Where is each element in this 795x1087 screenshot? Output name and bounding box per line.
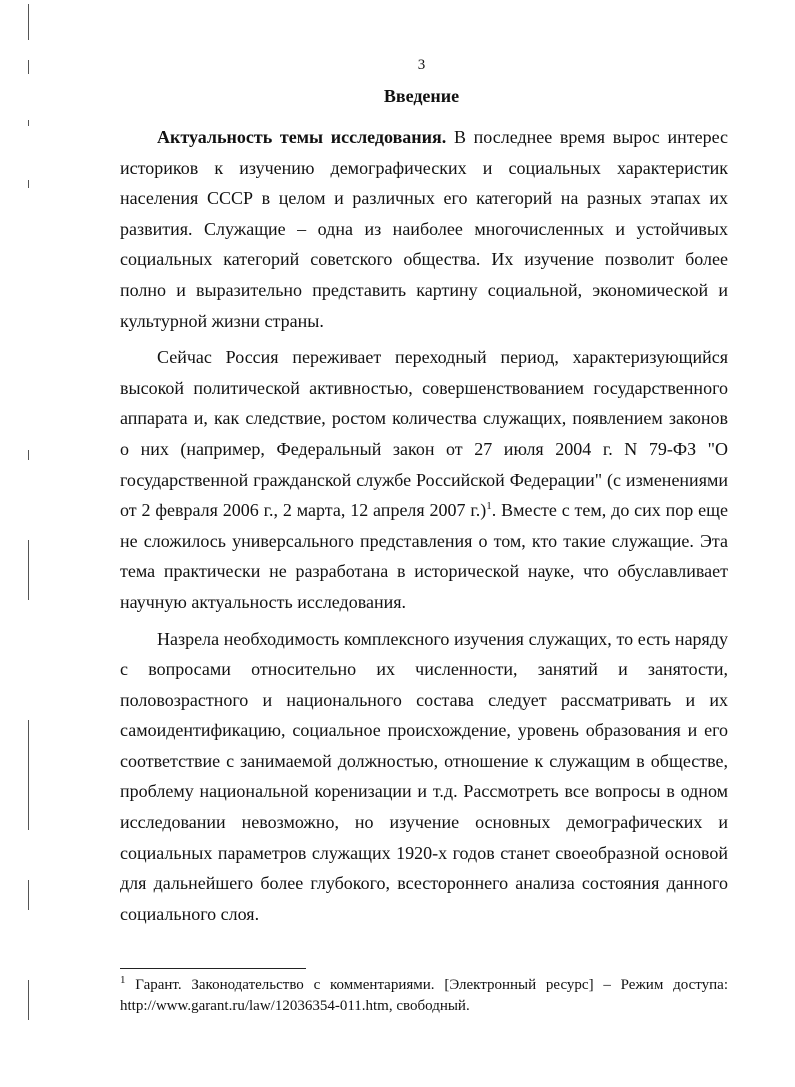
footnote-reference: 1 [486,500,492,513]
paragraph-text: Сейчас Россия переживает переходный период, характеризующийся высокой политической активностью, совершенствованием государственного аппарата и, как следствие, ростом количества служащих, появлением законов о них (например, Федеральный закон от 27 июля 2004 г. N 79-ФЗ "О государственной гражданской службе Российской Федерации" (с изменениями от 2 февраля 2006 г., 2 марта, 12 апреля 2007 г.) [120,347,728,521]
paragraph-text-continued: . Вместе с тем, до сих пор еще не сложилось универсального представления о том, кто такие служащие. Эта тема практически не разработана в исторической науке, что обуславливает научную актуальность исследования. [120,500,729,612]
footnote-text: Гарант. Законодательство с комментариями. [Электронный ресурс] – Режим доступа: http://www.garant.ru/law/12036354-011.htm, свободный. [120,977,728,1014]
footnote-marker: 1 [120,974,126,986]
page-number: 3 [417,57,426,73]
paragraph-relevance [120,122,728,336]
paragraph-necessity [120,624,728,930]
paragraph-lead: Актуальность темы исследования. [157,127,447,147]
footnote [120,975,728,1017]
paragraph-current-situation [120,342,728,617]
scan-edge-artifact [28,0,32,1087]
paragraph-text: Назрела необходимость комплексного изучения служащих, то есть наряду с вопросами относительно их численности, занятий и занятости, половозрастного и национального состава следует рассматривать и их самоидентификацию, социальное происхождение, уровень образования и его соответствие с занимаемой должностью, отношение к служащим в обществе, проблему национальной коренизации и т.д. Рассмотреть все вопросы в одном исследовании невозможно, но изучение основных демографических и социальных параметров служащих 1920-х годов станет своеобразной основой для дальнейшего более глубокого, всестороннего анализа состояния данного социального слоя. [120,628,728,924]
body-text [120,122,728,935]
section-heading: Введение [383,86,460,106]
footnote-separator [120,968,306,969]
paragraph-text: В последнее время вырос интерес историков к изучению демографических и социальных характеристик населения СССР в целом и различных его категорий на разных этапах их развития. Служащие – одна из наиболее многочисленных и устойчивых социальных категорий советского общества. Их изучение позволит более полно и выразительно представить картину социальной, экономической и культурной жизни страны. [120,127,728,331]
